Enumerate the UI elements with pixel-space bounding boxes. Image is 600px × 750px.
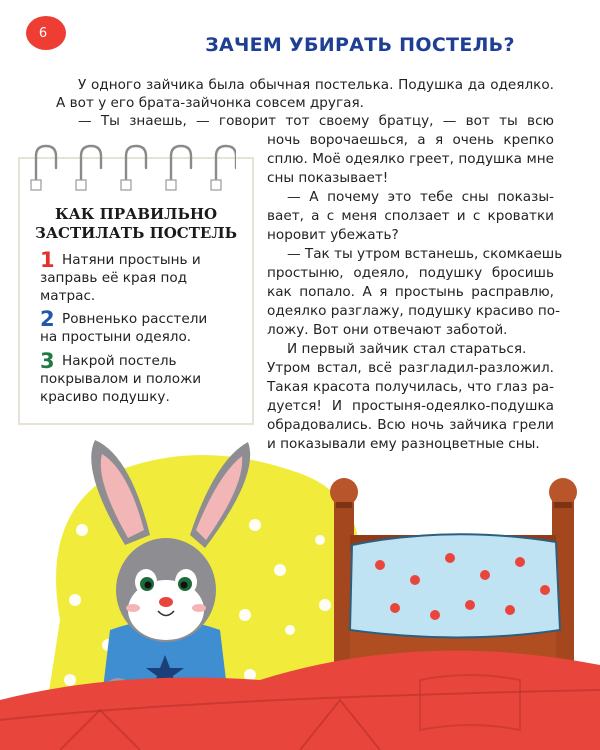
page-number-badge [26,16,66,50]
step-line: красиво подушку. [40,389,170,405]
story-line: норовит убежать? [267,227,399,243]
story-line: — Так ты утром встанешь, скомкаешь [287,246,563,262]
note-title [18,205,254,243]
story-line: сны показывает! [267,170,389,186]
step-number-value: 2 [40,307,55,331]
story-line: сплю. Моё одеялко греет, подушка мне [267,151,554,167]
step-line: покрывалом и положи [40,371,202,387]
story-line: ложу. Вот они отвечают заботой. [267,322,508,338]
step-number [40,250,55,270]
story-line: ночь ворочаешься, а я очень крепко [267,132,554,148]
bunny-bed-illustration [0,430,600,750]
story-line: простыню, одеяло, подушку бросишь [267,265,554,281]
spiral-rings-icon [26,142,236,198]
step-line: Натяни простынь и [62,252,201,268]
story-line: Такая красота получилась, что глаз ра- [267,379,554,395]
story-line: — Ты знаешь, — говорит тот своему братцу, — вот ты всю [78,113,554,129]
step-line: на простыни одеяло. [40,329,192,345]
step-line: Ровненько расстели [62,311,208,327]
step-line: заправь её края под [40,270,188,286]
story-line: дуется! И простыня-одеялко-подушка [267,398,554,414]
story-line: — А почему это тебе сны показы- [287,189,554,205]
bunny-head [116,538,216,642]
step-line: матрас. [40,288,96,304]
note-title-line: ЗАСТИЛАТЬ ПОСТЕЛЬ [35,224,237,242]
story-line: как попало. А я простынь расправлю, [267,284,554,300]
step-line: Накрой постель [62,353,177,369]
step-number-value: 1 [40,248,55,272]
story-line: Утром встал, всё разгладил-разложил. [267,360,554,376]
story-line: одеялко разглажу, подушку красиво по- [267,303,560,319]
step-number [40,309,55,329]
story-line: обрадовались. Всю ночь зайчика грели [267,417,554,433]
story-line: и показывали ему разноцветные сны. [267,436,540,452]
page-number: 6 [38,25,48,41]
story-line: У одного зайчика была обычная постелька. Подушка да одеялко. [78,77,554,93]
story-line: вает, а с меня сползает и с кроватки [267,208,554,224]
page-title: ЗАЧЕМ УБИРАТЬ ПОСТЕЛЬ? [205,34,515,56]
note-title-line: КАК ПРАВИЛЬНО [54,205,218,223]
step-number [40,351,55,371]
step-number-value: 3 [40,349,55,373]
story-line: А вот у его брата-зайчонка совсем другая. [56,95,364,111]
story-line: И первый зайчик стал стараться. [287,341,527,357]
pillow [350,534,560,637]
